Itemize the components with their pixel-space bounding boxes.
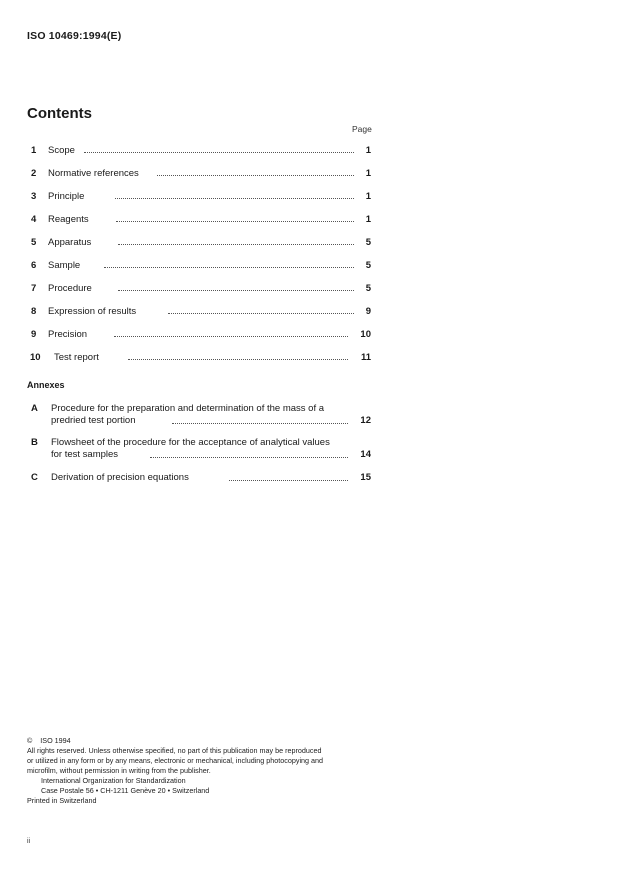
toc-item-number: 9 — [31, 329, 37, 340]
toc-item-title: Procedure — [48, 283, 92, 294]
page-column-label: Page — [352, 124, 372, 134]
dot-leader — [229, 480, 348, 481]
toc-item[interactable] — [0, 306, 625, 320]
toc-item-number: 8 — [31, 306, 37, 317]
annex-title-line-1: Procedure for the preparation and determination of the mass of a — [51, 403, 325, 414]
toc-item-page: 5 — [365, 283, 371, 294]
dot-leader — [114, 336, 348, 337]
dot-leader — [104, 267, 354, 268]
toc-item[interactable] — [0, 145, 625, 159]
toc-item-title: Apparatus — [48, 237, 92, 248]
toc-item-number: 7 — [31, 283, 37, 294]
copyright-text: ISO 1994 — [40, 736, 71, 745]
annex-letter: B — [31, 437, 38, 448]
annex-page: 12 — [360, 415, 371, 426]
annex-page: 15 — [360, 472, 371, 483]
toc-item-title: Principle — [48, 191, 85, 202]
toc-item-number: 5 — [31, 237, 37, 248]
rights-text-3: microfilm, without permission in writing from the publisher. — [27, 766, 211, 775]
toc-item-page: 5 — [365, 260, 371, 271]
printed-in: Printed in Switzerland — [27, 796, 97, 805]
toc-item-number: 2 — [31, 168, 37, 179]
toc-item-page: 10 — [360, 329, 371, 340]
dot-leader — [116, 221, 354, 222]
dot-leader — [128, 359, 348, 360]
toc-item-page: 11 — [360, 352, 371, 363]
organization-name: International Organization for Standardization — [41, 776, 186, 785]
toc-item-title: Sample — [48, 260, 81, 271]
toc-item-page: 1 — [365, 168, 371, 179]
toc-item[interactable] — [0, 237, 625, 251]
annex-title-line-2: for test samples — [51, 449, 119, 460]
dot-leader — [118, 244, 354, 245]
copyright-notice — [27, 736, 377, 746]
dot-leader — [118, 290, 354, 291]
annex-title-line-2: predried test portion — [51, 415, 136, 426]
toc-item-title: Reagents — [48, 214, 89, 225]
dot-leader — [115, 198, 354, 199]
toc-item[interactable] — [0, 329, 625, 343]
annex-letter: C — [31, 472, 38, 483]
toc-item-page: 9 — [365, 306, 371, 317]
toc-item[interactable] — [0, 260, 625, 274]
toc-item-number: 4 — [31, 214, 37, 225]
dot-leader — [150, 457, 348, 458]
toc-item[interactable] — [0, 168, 625, 182]
toc-item-page: 5 — [365, 237, 371, 248]
toc-item[interactable] — [0, 283, 625, 297]
annex-title-line-1: Flowsheet of the procedure for the acceptance of analytical values — [51, 437, 330, 448]
annex-letter: A — [31, 403, 38, 414]
contents-heading: Contents — [27, 105, 92, 122]
toc-item-number: 1 — [31, 145, 37, 156]
toc-item-title: Scope — [48, 145, 75, 156]
page-number: ii — [27, 838, 31, 845]
toc-item-title: Test report — [54, 352, 99, 363]
toc-item-page: 1 — [365, 145, 371, 156]
copyright-block — [27, 736, 377, 806]
dot-leader — [157, 175, 354, 176]
annex-page: 14 — [360, 449, 371, 460]
copyright-symbol: © — [27, 736, 33, 745]
rights-text-2: or utilized in any form or by any means, electronic or mechanical, including photocopying and — [27, 756, 324, 765]
toc-item-title: Expression of results — [48, 306, 137, 317]
toc-item[interactable] — [0, 352, 625, 366]
toc-item-title: Precision — [48, 329, 88, 340]
dot-leader — [84, 152, 354, 153]
annex-title-line-1: Derivation of precision equations — [51, 472, 189, 483]
document-id: ISO 10469:1994(E) — [27, 30, 122, 42]
toc-item[interactable] — [0, 214, 625, 228]
organization-address: Case Postale 56 • CH-1211 Genève 20 • Switzerland — [41, 786, 210, 795]
annexes-heading: Annexes — [27, 380, 65, 390]
toc-item[interactable] — [0, 191, 625, 205]
dot-leader — [168, 313, 354, 314]
dot-leader — [172, 423, 348, 424]
toc-item-title: Normative references — [48, 168, 139, 179]
toc-item-number: 10 — [30, 352, 41, 363]
toc-item-page: 1 — [365, 191, 371, 202]
toc-item-page: 1 — [365, 214, 371, 225]
rights-text: All rights reserved. Unless otherwise specified, no part of this publication may be reproduced — [27, 746, 322, 755]
toc-item-number: 3 — [31, 191, 37, 202]
toc-item-number: 6 — [31, 260, 37, 271]
